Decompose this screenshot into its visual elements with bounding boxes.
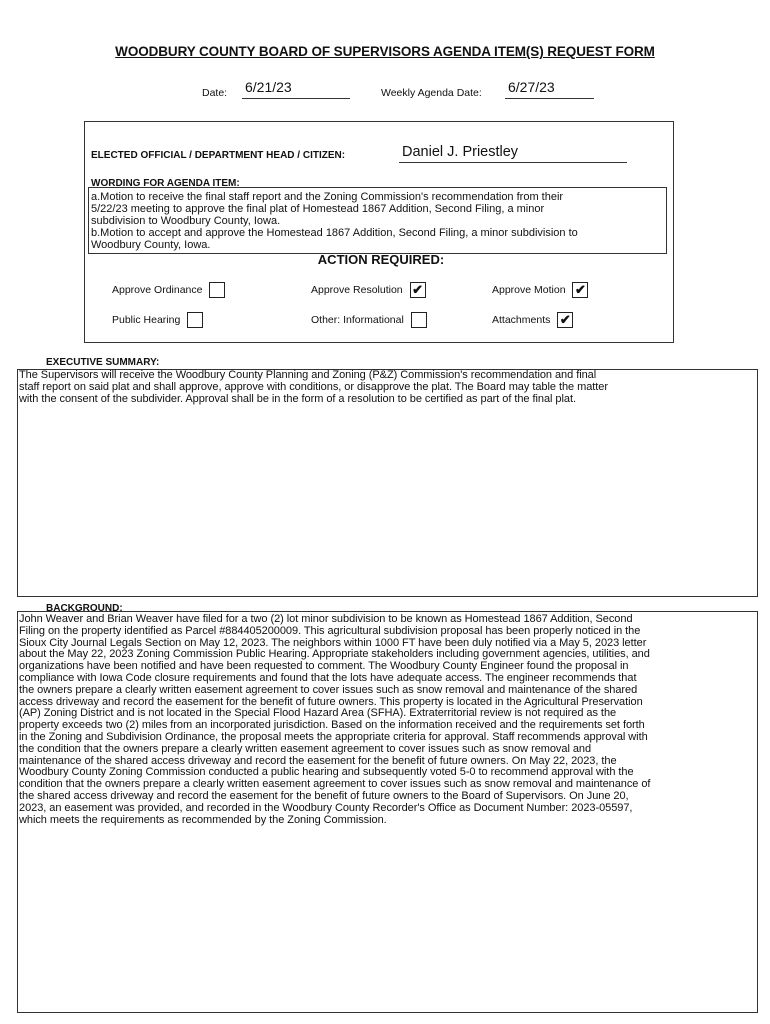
attachments-checkbox[interactable]: ✔ [557,312,573,328]
executive-line: with the consent of the subdivider. Approval shall be in the form of a resolution to be certified as part of the final plat. [19,392,576,405]
approve-motion-checkbox[interactable]: ✔ [572,282,588,298]
option-public-hearing [112,312,203,328]
background-line: which meets the requirements as recommended by the Zoning Commission. [19,813,387,826]
background-line: (AP) Zoning District and is not located in the Special Flood Hazard Area (SFHA). Extraterritorial review is not required as the [19,707,617,720]
date-value: 6/21/23 [245,79,292,95]
background-line: the owners prepare a clearly written easement agreement to cover issues such as snow removal and maintenance of the shared [19,683,638,696]
background-line: access driveway and record the easement for the benefit of future owners. This property is located in the Agricultural Preservation [19,695,643,708]
date-label: Date: [202,87,228,99]
executive-summary-heading: EXECUTIVE SUMMARY: [46,357,160,368]
option-attachments [492,312,573,328]
executive-summary-text [19,370,755,405]
official-label: ELECTED OFFICIAL / DEPARTMENT HEAD / CITIZEN: [91,150,346,161]
approve-ordinance-label: Approve Ordinance [112,283,203,296]
option-other [311,312,427,328]
approve-ordinance-checkbox[interactable] [209,282,225,298]
wording-line: a.Motion to receive the final staff report and the Zoning Commission's recommendation from their [91,191,564,203]
background-text [19,614,759,826]
background-heading: BACKGROUND: [46,603,123,614]
official-field[interactable] [399,144,627,163]
option-approve-ordinance [112,282,225,298]
weekly-agenda-date-field[interactable] [505,79,594,99]
background-line: the condition that the owners prepare a clearly written easement agreement to cover issues such as snow removal and [19,742,592,755]
background-line: in the Zoning and Subdivision Ordinance, the proposal meets the appropriate criteria for approval. Staff recommends approval with [19,730,648,743]
executive-line: The Supervisors will receive the Woodbury County Planning and Zoning (P&Z) Commission's recommendation and final [19,369,597,381]
approve-motion-label: Approve Motion [492,283,566,296]
background-line: condition that the owners prepare a clearly written easement agreement to cover issues such as snow removal and maintenance of [19,778,651,791]
public-hearing-label: Public Hearing [112,313,181,326]
background-line: maintenance of the shared access driveway and record the easement for the benefit of future owners. On May 22, 2023, the [19,754,617,767]
official-value: Daniel J. Priestley [402,144,519,160]
background-line: John Weaver and Brian Weaver have filed for a two (2) lot minor subdivision to be known as Homestead 1867 Addition, Second [19,613,633,625]
form-title: WOODBURY COUNTY BOARD OF SUPERVISORS AGENDA ITEM(S) REQUEST FORM [115,44,655,59]
action-required-heading: ACTION REQUIRED: [317,252,445,267]
other-checkbox[interactable] [411,312,427,328]
background-line: Woodbury County Zoning Commission conducted a public hearing and subsequently voted 5-0 to recommend approval with the [19,766,634,779]
option-approve-resolution [311,282,426,298]
background-line: about the May 22, 2023 Zoning Commission Public Hearing. Appropriate stakeholders including government agencies, utilities, and [19,648,650,661]
option-approve-motion [492,282,588,298]
wording-line: Woodbury County, Iowa. [91,239,211,251]
executive-line: staff report on said plat and shall approve, approve with conditions, or disapprove the plat. The Board may table the matter [19,380,608,393]
wording-line: 5/22/23 meeting to approve the final plat of Homestead 1867 Addition, Second Filing, a minor [91,203,545,215]
background-line: Sioux City Journal Legals Section on May 12, 2023. The neighbors within 1000 FT have been duly notified via a May 5, 2023 letter [19,636,647,649]
weekly-agenda-date-value: 6/27/23 [508,79,555,95]
date-field[interactable] [242,79,350,99]
background-line: 2023, an easement was provided, and recorded in the Woodbury County Recorder's Office as Document Number: 2023-05597, [19,801,633,814]
wording-text [91,191,663,251]
background-line: compliance with Iowa Code closure requirements and found that the lots have adequate access. The engineer recommends that [19,671,637,684]
attachments-label: Attachments [492,313,551,326]
wording-label: WORDING FOR AGENDA ITEM: [91,178,240,189]
background-line: the shared access driveway and record the easement for the benefit of future owners to the Board of Supervisors. On June 20, [19,789,629,802]
public-hearing-checkbox[interactable] [187,312,203,328]
approve-resolution-label: Approve Resolution [311,283,403,296]
other-label: Other: Informational [311,313,404,326]
background-line: property exceeds two (2) miles from an incorporated jurisdiction. Based on the information received and the requirements set forth [19,719,645,732]
background-line: Filing on the property identified as Parcel #884405200009. This agricultural subdivision proposal has been properly noticed in the [19,624,641,637]
background-line: organizations have been notified and have been requested to comment. The Woodbury County Engineer found the proposal in [19,660,629,673]
approve-resolution-checkbox[interactable]: ✔ [410,282,426,298]
wording-line: subdivision to Woodbury County, Iowa. [91,215,281,227]
weekly-agenda-date-label: Weekly Agenda Date: [381,87,482,99]
wording-line: b.Motion to accept and approve the Homestead 1867 Addition, Second Filing, a minor subdivision to [91,227,578,239]
